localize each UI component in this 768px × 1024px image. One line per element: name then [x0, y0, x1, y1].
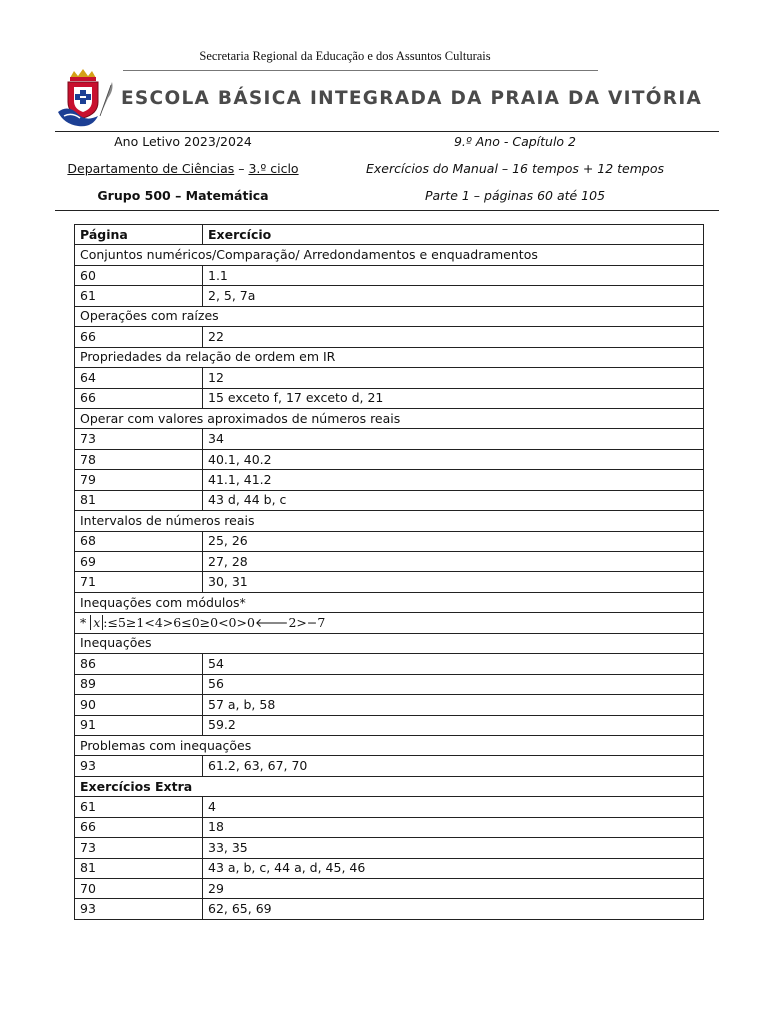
exercise-cell: 62, 65, 69 — [203, 899, 704, 919]
exercise-cell: 34 — [203, 429, 704, 449]
section-title: Exercícios Extra — [75, 776, 704, 796]
page-cell: 66 — [75, 388, 203, 408]
section-title: Operar com valores aproximados de números reais — [75, 408, 704, 428]
table-row — [75, 265, 704, 285]
table-row — [75, 879, 704, 899]
exercise-cell: 43 a, b, c, 44 a, d, 45, 46 — [203, 858, 704, 878]
section-title: Inequações — [75, 633, 704, 653]
table-row — [75, 715, 704, 735]
table-row — [75, 674, 704, 694]
exercise-cell: 41.1, 41.2 — [203, 470, 704, 490]
table-row — [75, 286, 704, 306]
column-header-pagina: Página — [75, 225, 203, 245]
page-cell: 66 — [75, 817, 203, 837]
page-cell: 61 — [75, 286, 203, 306]
page-cell: 91 — [75, 715, 203, 735]
table-row — [75, 449, 704, 469]
info-bottom-rule — [55, 210, 719, 211]
section-row — [75, 347, 704, 367]
exercise-cell: 59.2 — [203, 715, 704, 735]
exercise-cell: 15 exceto f, 17 exceto d, 21 — [203, 388, 704, 408]
formula-abs-x: x — [90, 615, 103, 630]
page-cell: 93 — [75, 899, 203, 919]
table-row — [75, 490, 704, 510]
section-row — [75, 776, 704, 796]
page-cell: 69 — [75, 552, 203, 572]
table-row — [75, 797, 704, 817]
table-row — [75, 388, 704, 408]
page-cell: 68 — [75, 531, 203, 551]
departamento: Departamento de Ciências — [67, 161, 235, 176]
section-row — [75, 592, 704, 612]
page-cell: 70 — [75, 879, 203, 899]
table-row — [75, 552, 704, 572]
formula-row — [75, 613, 704, 633]
page-cell: 71 — [75, 572, 203, 592]
formula-cell — [75, 613, 704, 633]
exercise-cell: 1.1 — [203, 265, 704, 285]
page-cell: 73 — [75, 838, 203, 858]
section-row — [75, 633, 704, 653]
table-row — [75, 838, 704, 858]
table-row — [75, 654, 704, 674]
table-row — [75, 327, 704, 347]
page-cell: 73 — [75, 429, 203, 449]
parte: Parte 1 – páginas 60 até 105 — [424, 188, 606, 203]
page-cell: 86 — [75, 654, 203, 674]
ano-letivo: Ano Letivo 2023/2024 — [114, 134, 252, 149]
departamento-separator: – — [234, 161, 249, 176]
page-cell: 79 — [75, 470, 203, 490]
table-row — [75, 531, 704, 551]
section-title: Intervalos de números reais — [75, 511, 704, 531]
exercise-cell: 29 — [203, 879, 704, 899]
section-title: Propriedades da relação de ordem em IR — [75, 347, 704, 367]
info-top-rule — [55, 131, 719, 132]
table-row — [75, 899, 704, 919]
exercise-cell: 22 — [203, 327, 704, 347]
table-row — [75, 695, 704, 715]
exercise-cell: 61.2, 63, 67, 70 — [203, 756, 704, 776]
section-row — [75, 511, 704, 531]
section-title: Inequações com módulos* — [75, 592, 704, 612]
section-row — [75, 306, 704, 326]
ano-capitulo: 9.º Ano - Capítulo 2 — [453, 134, 577, 149]
header-divider — [123, 70, 598, 71]
table-row — [75, 756, 704, 776]
page-cell: 81 — [75, 858, 203, 878]
page-cell: 66 — [75, 327, 203, 347]
exercise-cell: 25, 26 — [203, 531, 704, 551]
table-header-row — [75, 225, 704, 245]
section-row — [75, 735, 704, 755]
page-cell: 78 — [75, 449, 203, 469]
exercise-cell: 56 — [203, 674, 704, 694]
exercise-table — [74, 224, 704, 920]
section-row — [75, 245, 704, 265]
page-cell: 81 — [75, 490, 203, 510]
exercise-cell: 27, 28 — [203, 552, 704, 572]
grupo: Grupo 500 – Matemática — [97, 188, 269, 203]
page-cell: 90 — [75, 695, 203, 715]
section-title: Problemas com inequações — [75, 735, 704, 755]
table-row — [75, 572, 704, 592]
page-cell: 61 — [75, 797, 203, 817]
exercise-cell: 12 — [203, 368, 704, 388]
exercise-cell: 18 — [203, 817, 704, 837]
section-title: Conjuntos numéricos/Comparação/ Arredondamentos e enquadramentos — [75, 245, 704, 265]
table-row — [75, 858, 704, 878]
table-row — [75, 817, 704, 837]
exercise-cell: 33, 35 — [203, 838, 704, 858]
column-header-exercicio: Exercício — [203, 225, 704, 245]
formula-text: :≤5≥1<4>6≤0≥0<0>0🡐2>−7 — [103, 615, 326, 631]
secretaria-title: Secretaria Regional da Educação e dos Assuntos Culturais — [199, 49, 491, 63]
table-row — [75, 470, 704, 490]
exercise-cell: 57 a, b, 58 — [203, 695, 704, 715]
ciclo: 3.º ciclo — [248, 161, 299, 176]
page-cell: 89 — [75, 674, 203, 694]
exercise-cell: 54 — [203, 654, 704, 674]
exercise-cell: 43 d, 44 b, c — [203, 490, 704, 510]
school-name: ESCOLA BÁSICA INTEGRADA DA PRAIA DA VITÓRIA — [121, 88, 703, 109]
exercise-cell: 2, 5, 7a — [203, 286, 704, 306]
table-row — [75, 368, 704, 388]
exercise-cell: 40.1, 40.2 — [203, 449, 704, 469]
exercise-cell: 30, 31 — [203, 572, 704, 592]
page-cell: 60 — [75, 265, 203, 285]
page-cell: 64 — [75, 368, 203, 388]
formula-star: * — [80, 615, 87, 631]
exercise-cell: 4 — [203, 797, 704, 817]
section-title: Operações com raízes — [75, 306, 704, 326]
section-row — [75, 408, 704, 428]
table-row — [75, 429, 704, 449]
exercicios-manual: Exercícios do Manual – 16 tempos + 12 tempos — [365, 161, 665, 176]
school-logo-icon — [56, 68, 116, 130]
page-cell: 93 — [75, 756, 203, 776]
